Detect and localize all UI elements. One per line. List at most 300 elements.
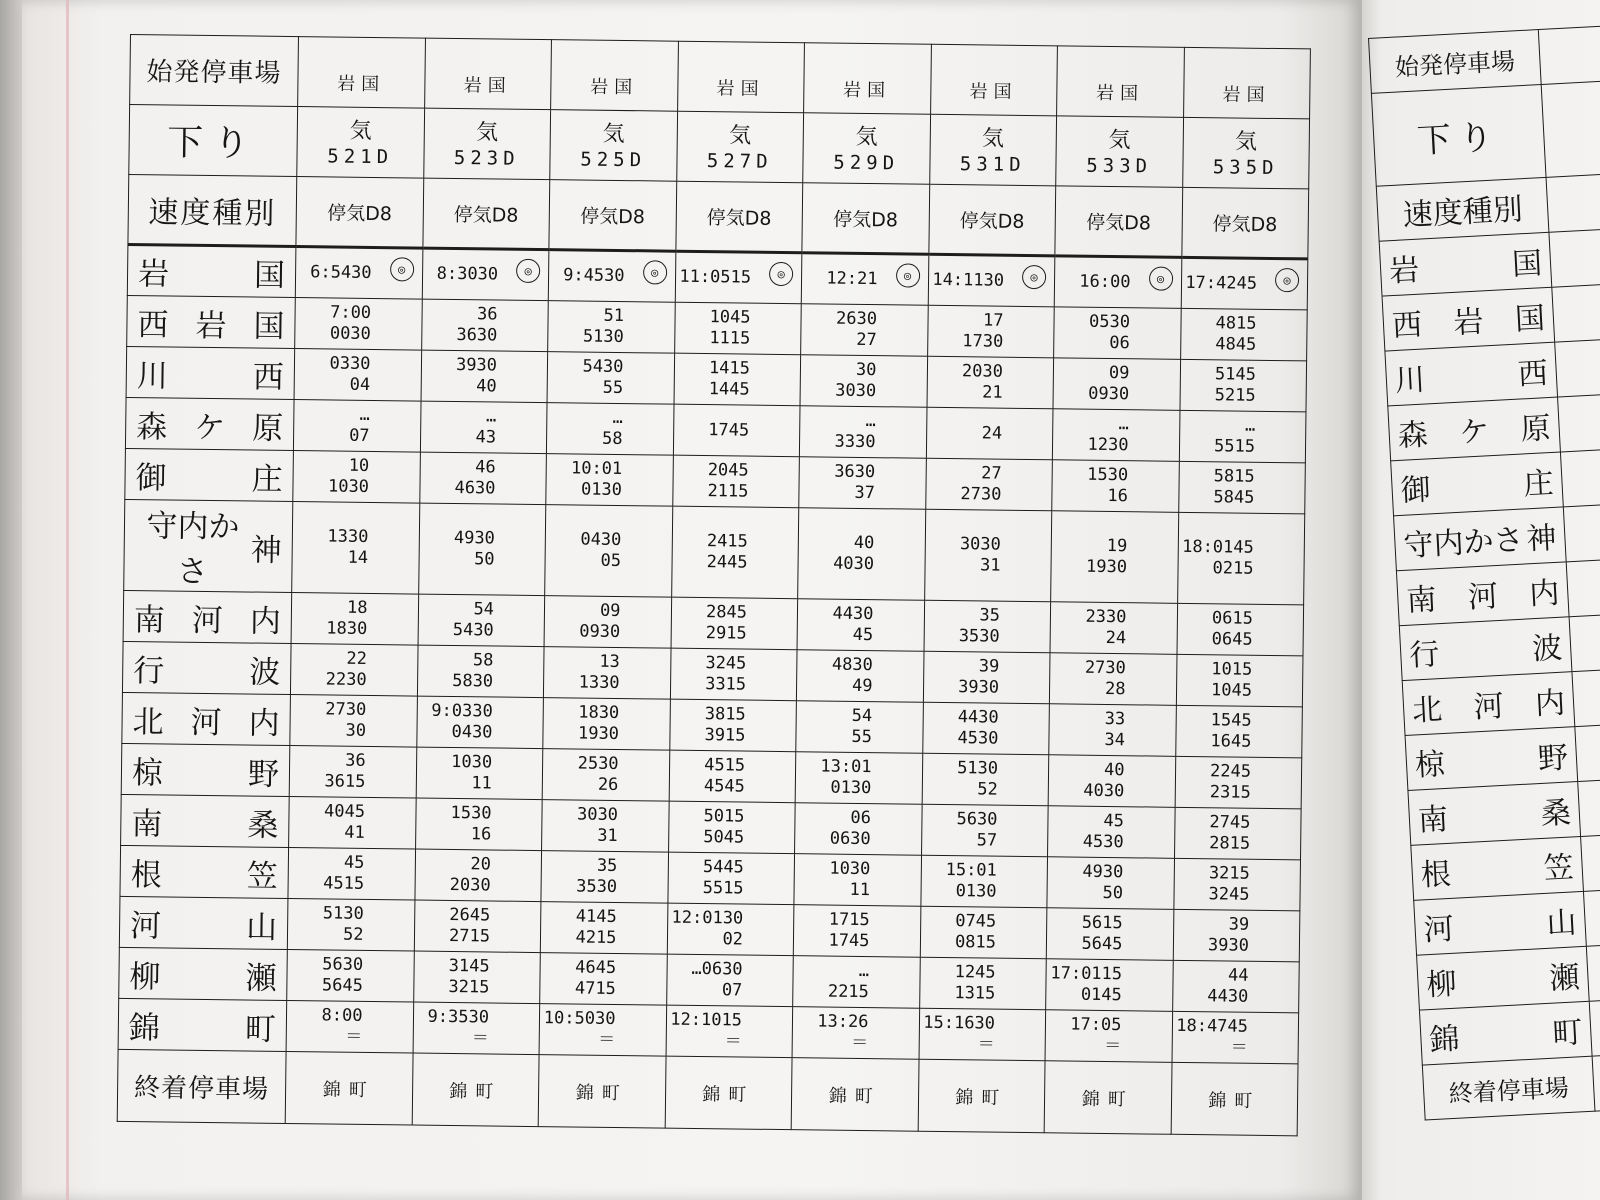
- departure-time: 1445: [708, 379, 750, 400]
- speed-cell: [1055, 186, 1182, 258]
- arrival-time: 20: [470, 854, 492, 875]
- time-cell: [1176, 603, 1303, 656]
- arrival-time: 5430: [582, 356, 624, 378]
- r-station-row: [1411, 833, 1600, 900]
- r-station-char: 庄: [1522, 465, 1555, 503]
- r-station-name: [1388, 397, 1561, 461]
- r-station-char: 河: [1422, 911, 1455, 949]
- arrival-time: 3245: [705, 653, 747, 674]
- station-name: [122, 692, 291, 745]
- departure-time: 4515: [323, 873, 365, 894]
- time-cell: [1173, 909, 1300, 962]
- time-cell: [417, 645, 544, 698]
- station-name: [126, 346, 295, 399]
- r-station-name: [1391, 452, 1564, 516]
- arrival-time: 2245: [1209, 761, 1252, 782]
- time-cell: [672, 455, 799, 508]
- arrival-time: 12:0130: [671, 907, 744, 929]
- departure-time: 34: [1104, 729, 1126, 751]
- train-type: 気: [728, 122, 752, 149]
- departure-time: 4545: [703, 776, 745, 797]
- departure-time: 5830: [452, 670, 494, 692]
- station-name-chars: [137, 350, 285, 397]
- departure-time: 27: [856, 329, 877, 351]
- arrival-time: 5630: [956, 809, 998, 830]
- arrival-time: 17:0115: [1050, 963, 1123, 985]
- time-cell: [1046, 959, 1173, 1012]
- departure-time: 55: [602, 377, 624, 399]
- train-number-cell: [676, 111, 803, 183]
- origin-cell: [551, 40, 678, 112]
- departure-time: 28: [1104, 678, 1126, 700]
- station-char: 守内かさ: [146, 508, 240, 590]
- station-name: [120, 845, 289, 898]
- station-char: 河: [191, 602, 224, 639]
- time-cell: [1175, 705, 1302, 758]
- departure-time: 0215: [1212, 558, 1254, 579]
- r-station-char: 波: [1531, 630, 1564, 668]
- r-station-row: [1414, 888, 1600, 955]
- arrival-time: 14:1130: [932, 269, 1005, 291]
- departure-time: 4845: [1215, 334, 1257, 355]
- time-cell: [541, 851, 668, 904]
- time-cell: [543, 698, 670, 751]
- r-station-char: 川: [1394, 362, 1426, 400]
- station-name-chars: [130, 900, 278, 947]
- arrival-time: 3145: [448, 955, 490, 977]
- terminal-cell: [665, 1056, 792, 1130]
- arrival-time: 17:05: [1070, 1014, 1122, 1036]
- arrival-time: 3030: [576, 804, 619, 826]
- arrival-time: 39: [1228, 914, 1250, 935]
- train-type: 気: [855, 124, 878, 150]
- time-cell: [418, 503, 546, 596]
- arrival-time: 30: [855, 359, 877, 381]
- time-cell: [420, 401, 547, 454]
- departure-time: ＝: [977, 1034, 995, 1055]
- station-char: 野: [247, 755, 280, 793]
- time-cell: [925, 458, 1052, 511]
- time-cell: [671, 506, 799, 599]
- arrival-time: 15:01: [945, 860, 997, 881]
- train-number-cell: [423, 108, 550, 180]
- speed-cell: [549, 180, 676, 252]
- arrival-time: 36: [476, 304, 498, 325]
- station-char: 山: [245, 908, 278, 946]
- r-cell: [1558, 393, 1600, 452]
- arrival-time: 27: [981, 463, 1002, 484]
- station-char: 桑: [247, 806, 279, 844]
- arrival-time: 3215: [1208, 863, 1250, 884]
- time-cell: [927, 305, 1054, 358]
- terminal-label: 終着停車場: [117, 1049, 286, 1123]
- time-cell: [926, 356, 1053, 409]
- r-station-chars: [1405, 568, 1560, 620]
- time-cell: [544, 596, 671, 649]
- station-name-chars: [135, 452, 283, 499]
- time-cell: [421, 350, 548, 403]
- time-cell: [795, 752, 922, 805]
- r-station-char: 岩: [1388, 252, 1421, 290]
- time-cell: [801, 304, 928, 357]
- arrival-time: 1030: [451, 751, 493, 773]
- origin-station: 岩国: [337, 73, 386, 95]
- time-cell: [289, 746, 416, 799]
- origin-station: 岩国: [842, 79, 892, 101]
- departure-time: 5645: [321, 975, 364, 996]
- time-cell: [924, 509, 1052, 602]
- r-cell: [1581, 833, 1600, 892]
- station-char: 内: [248, 705, 280, 742]
- r-station-chars: [1417, 787, 1572, 839]
- r-station-char: 西: [1391, 307, 1424, 345]
- time-cell: [800, 355, 927, 408]
- page-edge-line: [66, 0, 69, 1200]
- departure-time: 2215: [827, 981, 869, 1003]
- r-station-name: [1408, 782, 1581, 846]
- station-char: 内: [249, 603, 282, 640]
- r-station-char: 行: [1408, 637, 1441, 674]
- terminal-row: [117, 1049, 1298, 1135]
- r-station-name: [1417, 946, 1590, 1010]
- station-name: [127, 244, 296, 297]
- departure-time: 4530: [1082, 831, 1124, 853]
- departure-time: 11: [471, 773, 492, 794]
- departure-time: 1830: [326, 618, 368, 639]
- time-cell: [670, 648, 797, 701]
- origin-station: 岩国: [716, 77, 765, 100]
- arrival-time: 13:26: [817, 1011, 869, 1033]
- time-cell: [416, 747, 543, 800]
- circle-icon: ◎: [1275, 268, 1299, 292]
- train-number: 523D: [453, 146, 520, 170]
- speed-label: 速度種別: [128, 174, 297, 246]
- arrival-time: …: [612, 407, 623, 429]
- time-cell: [290, 695, 417, 748]
- train-number: 527D: [706, 149, 773, 173]
- station-name-chars: [136, 401, 284, 448]
- time-cell: [542, 800, 669, 853]
- station-char: 河: [190, 704, 222, 741]
- departure-time: 0145: [1080, 984, 1122, 1006]
- arrival-time: 4645: [575, 957, 617, 979]
- origin-label: 始発停車場: [130, 35, 299, 107]
- station-name: [127, 295, 296, 348]
- time-cell: [923, 651, 1050, 704]
- time-cell: [539, 1004, 666, 1057]
- arrival-time: 1530: [450, 802, 492, 824]
- time-cell: [667, 852, 794, 905]
- time-cell: [1173, 858, 1300, 911]
- arrival-time: 1530: [1087, 464, 1129, 486]
- r-station-char: 原: [1519, 410, 1552, 448]
- departure-time: 1745: [708, 419, 750, 441]
- time-cell: [671, 597, 798, 650]
- r-cell: [1538, 26, 1600, 85]
- departure-time: 21: [982, 382, 1003, 403]
- departure-time: 1030: [327, 476, 370, 497]
- departure-time: 3530: [958, 626, 1000, 647]
- station-name-chars: [137, 299, 285, 346]
- terminal-station: 錦町: [702, 1083, 755, 1106]
- departure-time: 3530: [576, 876, 618, 898]
- time-cell: [415, 798, 542, 851]
- arrival-time: 2330: [1085, 606, 1127, 628]
- r-station-name: [1402, 672, 1575, 736]
- departure-time: 4030: [1083, 780, 1125, 802]
- departure-time: 52: [342, 924, 364, 945]
- time-cell: [794, 854, 921, 907]
- time-cell: [293, 400, 420, 453]
- origin-cell: [1183, 47, 1310, 119]
- time-cell: [1048, 806, 1175, 859]
- train-number-cell: [1182, 117, 1309, 189]
- origin-cell: [424, 38, 551, 110]
- arrival-time: 54: [851, 705, 873, 727]
- r-station-row: [1417, 943, 1600, 1010]
- r-station-char: 野: [1537, 740, 1569, 778]
- r-cell: [1541, 81, 1600, 178]
- r-cell: [1552, 284, 1600, 343]
- station-row: [124, 499, 1305, 604]
- departure-time: 5845: [1213, 487, 1255, 508]
- origin-cell: [677, 41, 804, 113]
- terminal-station: 錦町: [449, 1080, 502, 1103]
- arrival-time: 2745: [1209, 812, 1251, 833]
- r-station-char: 町: [1551, 1015, 1584, 1052]
- train-type: 気: [349, 118, 372, 144]
- arrival-time: 0530: [1088, 311, 1131, 333]
- time-cell: [795, 803, 922, 856]
- arrival-time: 18:4745: [1176, 1015, 1249, 1037]
- r-station-char: 国: [1511, 246, 1543, 283]
- time-cell: [293, 451, 420, 504]
- station-name: [121, 794, 290, 847]
- train-number-cell: [1056, 116, 1183, 188]
- train-number-cell: [550, 110, 677, 182]
- departure-time: 4215: [575, 927, 617, 949]
- arrival-time: 12:1015: [670, 1009, 743, 1031]
- circle-icon: ◎: [895, 263, 919, 287]
- terminal-cell: [1044, 1061, 1171, 1135]
- arrival-time: 35: [979, 605, 1001, 626]
- station-char: 原: [251, 410, 284, 447]
- departure-time: 50: [1102, 882, 1124, 904]
- time-cell: [666, 1005, 793, 1058]
- departure-time: 5130: [582, 326, 624, 348]
- r-station-chars: [1428, 1007, 1583, 1059]
- arrival-time: 35: [596, 855, 618, 877]
- train-number: 521D: [327, 144, 394, 168]
- train-number-cell: [929, 114, 1056, 186]
- departure-time: 1115: [709, 328, 751, 349]
- station-char: 根: [130, 856, 162, 893]
- r-station-char: 神: [1525, 520, 1558, 558]
- arrival-time: 13: [599, 651, 620, 673]
- station-name-chars: [130, 849, 278, 896]
- r-cell: [1589, 998, 1600, 1057]
- r-station-char: 内: [1534, 685, 1566, 723]
- departure-time: 3315: [705, 674, 747, 695]
- station-char: 北: [132, 703, 164, 740]
- station-name-chars: [132, 696, 280, 743]
- time-cell: [1181, 257, 1308, 310]
- station-name: [119, 896, 288, 949]
- station-char: 国: [253, 308, 285, 345]
- departure-time: 50: [474, 549, 495, 570]
- station-name-chars: [138, 248, 286, 295]
- time-cell: [1049, 704, 1176, 757]
- train-number: 531D: [959, 152, 1026, 176]
- arrival-time: 2415: [706, 531, 748, 552]
- time-cell: [547, 352, 674, 405]
- departure-time: 31: [597, 825, 618, 847]
- time-cell: [792, 1007, 919, 1060]
- station-name: [125, 448, 294, 501]
- arrival-time: 1045: [709, 307, 751, 328]
- departure-time: 2115: [707, 481, 749, 502]
- arrival-time: 3815: [704, 704, 746, 725]
- departure-time: 1230: [1087, 434, 1129, 456]
- departure-time: 5645: [1081, 933, 1123, 955]
- r-station-char: 河: [1472, 688, 1505, 726]
- train-number: 529D: [833, 151, 900, 174]
- arrival-time: 5445: [702, 857, 744, 878]
- time-cell: [414, 900, 541, 953]
- departure-time: 45: [852, 624, 874, 646]
- terminal-station: 錦町: [1208, 1089, 1261, 1112]
- time-cell: [919, 957, 1046, 1010]
- departure-time: 0030: [329, 323, 371, 344]
- r-station-name: [1382, 287, 1555, 351]
- r-station-name: [1399, 617, 1572, 681]
- time-cell: [924, 600, 1051, 653]
- r-station-chars: [1391, 293, 1546, 345]
- time-cell: [286, 1000, 413, 1053]
- departure-time: 5045: [703, 827, 745, 848]
- terminal-station: 錦町: [828, 1085, 881, 1107]
- station-name: [118, 998, 287, 1051]
- terminal-cell: [1171, 1062, 1298, 1136]
- station-name-chars: [134, 594, 282, 641]
- time-cell: [1045, 1010, 1172, 1063]
- time-cell: [419, 452, 546, 505]
- arrival-time: …: [1118, 414, 1129, 435]
- arrival-time: 12:21: [826, 268, 878, 290]
- station-char: ケ: [193, 409, 226, 446]
- departure-time: ＝: [1104, 1035, 1122, 1057]
- arrival-time: 2030: [961, 361, 1004, 382]
- arrival-time: 8:3030: [436, 263, 499, 285]
- departure-time: 04: [349, 374, 371, 395]
- time-cell: [669, 750, 796, 803]
- arrival-time: 06: [850, 807, 872, 829]
- train-number: 535D: [1212, 155, 1279, 179]
- arrival-time: …: [865, 411, 876, 432]
- time-cell: [796, 701, 923, 754]
- arrival-time: 3930: [455, 355, 498, 376]
- r-station-name: [1419, 1001, 1592, 1065]
- time-cell: [543, 647, 670, 700]
- terminal-station: 錦町: [322, 1078, 375, 1101]
- station-name: [124, 499, 293, 592]
- departure-time: 4530: [957, 728, 999, 749]
- time-cell: [1176, 654, 1303, 707]
- speed-cell: [1181, 187, 1308, 259]
- arrival-time: 10:5030: [543, 1008, 616, 1030]
- train-number-cell: [803, 113, 930, 185]
- arrival-time: 17: [982, 310, 1004, 331]
- arrival-time: 5130: [322, 903, 364, 924]
- arrival-time: 0615: [1211, 608, 1254, 629]
- departure-time: 07: [349, 425, 370, 446]
- terminal-cell: [412, 1053, 539, 1127]
- arrival-time: 3030: [959, 534, 1001, 555]
- time-cell: [540, 902, 667, 955]
- departure-time: 5515: [702, 878, 744, 899]
- arrival-time: 5630: [322, 954, 364, 975]
- departure-time: 3630: [456, 325, 498, 346]
- book-edge: [0, 0, 22, 1200]
- time-cell: [1178, 461, 1305, 514]
- time-cell: [287, 898, 414, 951]
- arrival-time: 4930: [1082, 861, 1124, 883]
- departure-time: 5515: [1213, 436, 1256, 457]
- direction-label: 下り: [129, 105, 298, 177]
- departure-time: 3245: [1208, 884, 1250, 905]
- station-char: 柳: [129, 958, 161, 995]
- r-station-name: [1414, 891, 1587, 955]
- r-station-chars: [1394, 348, 1549, 400]
- r-cell: [1583, 888, 1600, 947]
- time-cell: [1172, 960, 1299, 1013]
- r-station-chars: [1402, 513, 1557, 565]
- arrival-time: 11:0515: [679, 266, 752, 288]
- station-char: 御: [135, 459, 167, 496]
- time-cell: [1050, 602, 1177, 655]
- departure-time: 4430: [1207, 986, 1249, 1007]
- origin-station: 岩国: [1095, 82, 1145, 104]
- terminal-cell: [538, 1055, 665, 1129]
- time-cell: [674, 302, 801, 355]
- station-name-chars: [134, 500, 282, 592]
- arrival-time: 4145: [575, 906, 617, 928]
- arrival-time: 1545: [1210, 710, 1252, 731]
- time-cell: [1053, 358, 1180, 411]
- circle-icon: ◎: [1148, 266, 1172, 290]
- time-cell: [801, 253, 928, 306]
- train-type: 気: [1108, 127, 1131, 153]
- departure-time: 0815: [954, 932, 997, 953]
- arrival-time: 2645: [449, 904, 491, 926]
- station-char: 森: [135, 408, 168, 445]
- arrival-time: 16:00: [1079, 271, 1131, 293]
- r-station-chars: [1399, 458, 1554, 510]
- arrival-time: 40: [853, 532, 875, 554]
- departure-time: 2030: [449, 874, 491, 896]
- r-station-chars: [1397, 403, 1552, 455]
- speed-cell: [675, 181, 802, 253]
- time-cell: [288, 847, 415, 900]
- station-name-chars: [132, 747, 280, 794]
- r-station-chars: [1408, 623, 1563, 675]
- r-direction-label: 下り: [1371, 85, 1546, 187]
- arrival-time: 51: [603, 305, 625, 327]
- departure-time: 55: [851, 726, 873, 748]
- arrival-time: 0330: [329, 353, 371, 374]
- departure-time: 30: [345, 720, 367, 741]
- time-cell: [1180, 308, 1307, 361]
